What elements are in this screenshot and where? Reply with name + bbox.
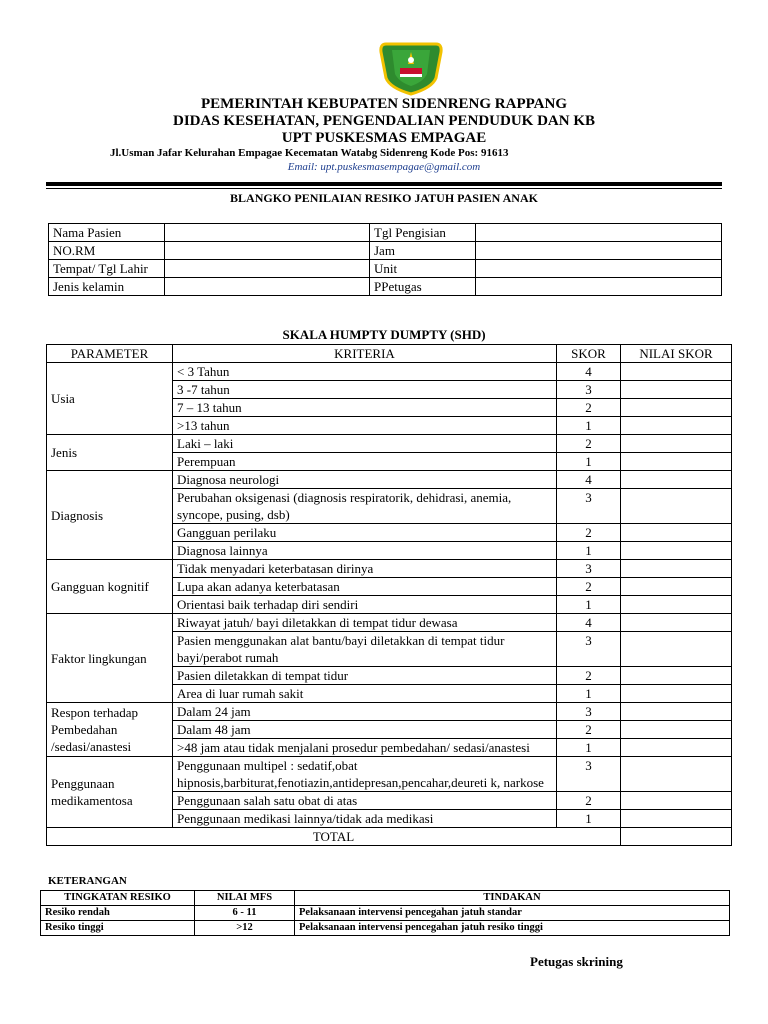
identity-label: Jenis kelamin <box>49 278 165 296</box>
identity-label: NO.RM <box>49 242 165 260</box>
score-cell: 3 <box>557 703 621 721</box>
shd-title: SKALA HUMPTY DUMPTY (SHD) <box>282 327 486 342</box>
identity-value-field[interactable] <box>476 224 722 242</box>
score-cell: 4 <box>557 363 621 381</box>
score-cell: 4 <box>557 614 621 632</box>
nilai-skor-field[interactable] <box>621 685 732 703</box>
nilai-skor-field[interactable] <box>621 757 732 792</box>
nilai-skor-field[interactable] <box>621 667 732 685</box>
risk-row <box>41 906 730 921</box>
nilai-skor-field[interactable] <box>621 596 732 614</box>
identity-label: Unit <box>370 260 476 278</box>
risk-score-range: 6 - 11 <box>195 906 295 921</box>
nilai-skor-field[interactable] <box>621 417 732 435</box>
score-cell: 1 <box>557 417 621 435</box>
header-clinic: UPT PUSKESMAS EMPAGAE <box>281 130 487 146</box>
parameter-cell: Penggunaan medikamentosa <box>47 757 173 828</box>
criteria-cell: Riwayat jatuh/ bayi diletakkan di tempat tidur dewasa <box>173 614 557 632</box>
criteria-row <box>47 703 732 721</box>
score-cell: 3 <box>557 381 621 399</box>
nilai-skor-field[interactable] <box>621 614 732 632</box>
identity-row <box>49 278 722 296</box>
identity-value-field[interactable] <box>165 242 370 260</box>
score-cell: 2 <box>557 435 621 453</box>
score-cell: 1 <box>557 596 621 614</box>
nilai-skor-field[interactable] <box>621 435 732 453</box>
header-government: PEMERINTAH KEBUPATEN SIDENRENG RAPPANG <box>201 96 567 112</box>
score-cell: 1 <box>557 542 621 560</box>
risk-action: Pelaksanaan intervensi pencegahan jatuh standar <box>295 906 730 921</box>
col-header-skor: SKOR <box>557 345 621 363</box>
criteria-cell: 3 -7 tahun <box>173 381 557 399</box>
criteria-cell: Tidak menyadari keterbatasan dirinya <box>173 560 557 578</box>
parameter-cell: Diagnosis <box>47 471 173 560</box>
identity-value-field[interactable] <box>476 260 722 278</box>
criteria-cell: 7 – 13 tahun <box>173 399 557 417</box>
identity-value-field[interactable] <box>476 242 722 260</box>
risk-level: Resiko tinggi <box>41 921 195 936</box>
criteria-row <box>47 757 732 792</box>
header-email: Email: upt.puskesmasempagae@gmail.com <box>287 161 481 173</box>
shd-total-row <box>47 828 732 846</box>
identity-label: Tgl Pengisian <box>370 224 476 242</box>
score-cell: 2 <box>557 792 621 810</box>
score-cell: 2 <box>557 721 621 739</box>
patient-identity-table <box>48 223 722 296</box>
parameter-cell: Faktor lingkungan <box>47 614 173 703</box>
score-cell: 2 <box>557 524 621 542</box>
risk-level: Resiko rendah <box>41 906 195 921</box>
col-header-nilai-skor: NILAI SKOR <box>621 345 732 363</box>
score-cell: 3 <box>557 560 621 578</box>
criteria-row <box>47 614 732 632</box>
score-cell: 2 <box>557 399 621 417</box>
criteria-row <box>47 363 732 381</box>
col-header-tingkatan: TINGKATAN RESIKO <box>41 891 195 906</box>
col-header-nilai-mfs: NILAI MFS <box>195 891 295 906</box>
nilai-skor-field[interactable] <box>621 363 732 381</box>
criteria-cell: < 3 Tahun <box>173 363 557 381</box>
criteria-cell: Perubahan oksigenasi (diagnosis respiratorik, dehidrasi, anemia, syncope, pusing, dsb) <box>173 489 557 524</box>
identity-row <box>49 260 722 278</box>
risk-header-row <box>41 891 730 906</box>
criteria-cell: Penggunaan medikasi lainnya/tidak ada medikasi <box>173 810 557 828</box>
score-cell: 2 <box>557 578 621 596</box>
criteria-cell: Gangguan perilaku <box>173 524 557 542</box>
score-cell: 3 <box>557 489 621 524</box>
parameter-cell: Respon terhadap Pembedahan /sedasi/anastesi <box>47 703 173 757</box>
identity-row <box>49 224 722 242</box>
risk-level-table <box>40 890 730 936</box>
keterangan-title: KETERANGAN <box>48 875 127 887</box>
total-label: TOTAL <box>47 828 621 846</box>
criteria-cell: Pasien menggunakan alat bantu/bayi diletakkan di tempat tidur bayi/perabot rumah <box>173 632 557 667</box>
nilai-skor-field[interactable] <box>621 399 732 417</box>
header-divider-thick <box>46 182 722 186</box>
criteria-cell: Diagnosa neurologi <box>173 471 557 489</box>
score-cell: 2 <box>557 667 621 685</box>
score-cell: 3 <box>557 757 621 792</box>
nilai-skor-field[interactable] <box>621 632 732 667</box>
identity-label: Tempat/ Tgl Lahir <box>49 260 165 278</box>
criteria-row <box>47 471 732 489</box>
nilai-skor-field[interactable] <box>621 524 732 542</box>
criteria-cell: >13 tahun <box>173 417 557 435</box>
parameter-cell: Usia <box>47 363 173 435</box>
nilai-skor-field[interactable] <box>621 703 732 721</box>
score-cell: 3 <box>557 632 621 667</box>
criteria-cell: Pasien diletakkan di tempat tidur <box>173 667 557 685</box>
score-cell: 1 <box>557 739 621 757</box>
criteria-cell: >48 jam atau tidak menjalani prosedur pembedahan/ sedasi/anastesi <box>173 739 557 757</box>
risk-row <box>41 921 730 936</box>
identity-row <box>49 242 722 260</box>
nilai-skor-field[interactable] <box>621 471 732 489</box>
criteria-cell: Area di luar rumah sakit <box>173 685 557 703</box>
identity-label: Nama Pasien <box>49 224 165 242</box>
criteria-cell: Perempuan <box>173 453 557 471</box>
identity-label: Jam <box>370 242 476 260</box>
identity-value-field[interactable] <box>165 224 370 242</box>
identity-value-field[interactable] <box>165 260 370 278</box>
nilai-skor-field[interactable] <box>621 810 732 828</box>
nilai-skor-field[interactable] <box>621 578 732 596</box>
identity-label: PPetugas <box>370 278 476 296</box>
humpty-dumpty-scale-table <box>46 344 732 846</box>
criteria-cell: Orientasi baik terhadap diri sendiri <box>173 596 557 614</box>
parameter-cell: Jenis <box>47 435 173 471</box>
header-address: Jl.Usman Jafar Kelurahan Empagae Kecematan Watabg Sidenreng Kode Pos: 91613 <box>110 147 509 159</box>
criteria-row <box>47 560 732 578</box>
criteria-cell: Dalam 48 jam <box>173 721 557 739</box>
risk-score-range: >12 <box>195 921 295 936</box>
identity-value-field[interactable] <box>165 278 370 296</box>
nilai-skor-field[interactable] <box>621 721 732 739</box>
regency-emblem-logo <box>378 40 444 96</box>
score-cell: 1 <box>557 810 621 828</box>
col-header-parameter: PARAMETER <box>47 345 173 363</box>
nilai-skor-field[interactable] <box>621 792 732 810</box>
document-title: BLANGKO PENILAIAN RESIKO JATUH PASIEN ANAK <box>230 191 538 205</box>
parameter-cell: Gangguan kognitif <box>47 560 173 614</box>
col-header-tindakan: TINDAKAN <box>295 891 730 906</box>
header-divider-thin <box>46 188 722 189</box>
criteria-cell: Laki – laki <box>173 435 557 453</box>
score-cell: 4 <box>557 471 621 489</box>
criteria-cell: Diagnosa lainnya <box>173 542 557 560</box>
criteria-cell: Penggunaan salah satu obat di atas <box>173 792 557 810</box>
criteria-cell: Lupa akan adanya keterbatasan <box>173 578 557 596</box>
nilai-skor-field[interactable] <box>621 489 732 524</box>
nilai-skor-field[interactable] <box>621 453 732 471</box>
risk-action: Pelaksanaan intervensi pencegahan jatuh resiko tinggi <box>295 921 730 936</box>
shd-header-row <box>47 345 732 363</box>
nilai-skor-field[interactable] <box>621 381 732 399</box>
criteria-cell: Dalam 24 jam <box>173 703 557 721</box>
criteria-row <box>47 435 732 453</box>
header-department: DIDAS KESEHATAN, PENGENDALIAN PENDUDUK DAN KB <box>173 113 595 129</box>
nilai-skor-field[interactable] <box>621 739 732 757</box>
identity-value-field[interactable] <box>476 278 722 296</box>
signature-label: Petugas skrining <box>530 954 623 969</box>
criteria-cell: Penggunaan multipel : sedatif,obat hipnosis,barbiturat,fenotiazin,antidepresan,pencahar,deureti k, narkose <box>173 757 557 792</box>
nilai-skor-field[interactable] <box>621 560 732 578</box>
score-cell: 1 <box>557 685 621 703</box>
score-cell: 1 <box>557 453 621 471</box>
total-score-field[interactable] <box>621 828 732 846</box>
nilai-skor-field[interactable] <box>621 542 732 560</box>
col-header-kriteria: KRITERIA <box>173 345 557 363</box>
